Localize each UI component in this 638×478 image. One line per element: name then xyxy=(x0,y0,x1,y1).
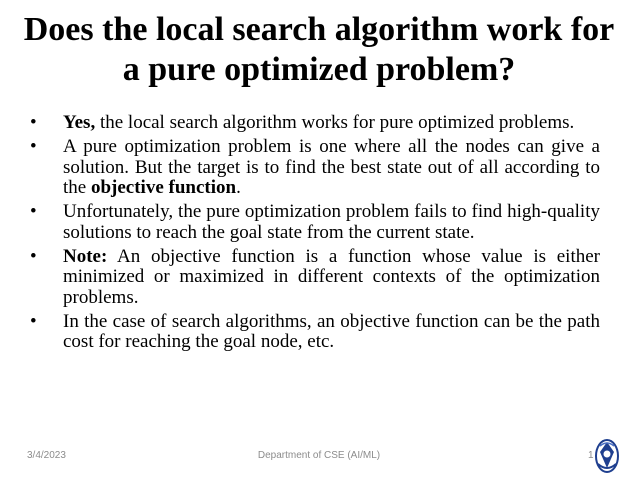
slide-title: Does the local search algorithm work for a pure optimized problem? xyxy=(23,11,615,88)
bullet-bold-term: objective function xyxy=(90,177,237,198)
bullet-item xyxy=(30,202,600,243)
bullet-glyph: • xyxy=(30,245,37,267)
bullet-text: the local search algorithm works for pure optimized problems. xyxy=(95,112,575,133)
bullet-bold-lead: Note: xyxy=(63,245,108,267)
bullet-glyph: • xyxy=(30,201,37,222)
bullet-item xyxy=(30,137,600,199)
bullet-glyph: • xyxy=(30,112,37,133)
bullet-text-tail: . xyxy=(236,177,241,198)
bullet-text: A pure optimization problem is one where all the nodes can give a solution. But the target is to find the best state out of all according to the xyxy=(63,136,600,198)
footer-page-number: 1 xyxy=(588,450,594,461)
bullet-item xyxy=(30,113,600,134)
bullet-glyph: • xyxy=(30,310,37,332)
footer-department: Department of CSE (AI/ML) xyxy=(257,450,381,461)
footer-date: 3/4/2023 xyxy=(27,450,66,461)
bullet-list xyxy=(30,113,600,356)
bullet-item xyxy=(30,312,600,353)
bullet-text: An objective function is a function whose value is either minimized or maximized in different contexts of the optimization problems. xyxy=(63,245,600,308)
bullet-glyph: • xyxy=(30,136,37,157)
bullet-bold-lead: Yes, xyxy=(63,112,96,133)
bullet-text: In the case of search algorithms, an objective function can be the path cost for reaching the goal node, etc. xyxy=(63,310,600,352)
bullet-item xyxy=(30,247,600,309)
institution-logo-icon xyxy=(594,438,620,474)
bullet-text: Unfortunately, the pure optimization problem fails to find high-quality solutions to reach the goal state from the current state. xyxy=(63,201,600,243)
